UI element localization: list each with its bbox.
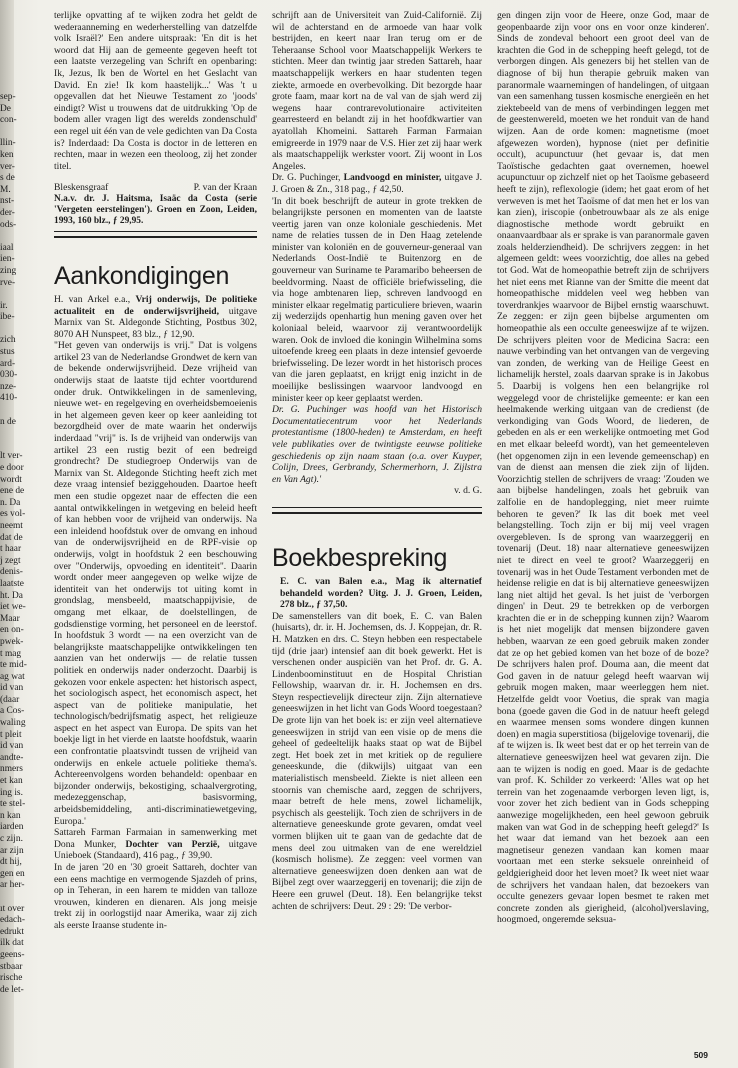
announcement-3-authors: Dr. G. Puchinger, xyxy=(272,172,344,184)
margin-fragment: iet we- xyxy=(0,602,26,613)
margin-fragment: ken xyxy=(0,149,14,160)
margin-fragment: n kan xyxy=(0,810,21,821)
announcement-1-publisher: uitgave Marnix van St. Aldegonde Stichting, Postbus 302, 8070 AH Nunspeet, 83 blz., ƒ 12,90. xyxy=(54,305,257,340)
margin-fragment: gen en xyxy=(0,868,25,879)
margin-fragment: e door xyxy=(0,463,24,473)
margin-fragment: ene de xyxy=(0,486,25,497)
margin-fragment xyxy=(0,231,40,243)
margin-fragment: ilk dat xyxy=(0,938,24,949)
margin-fragment: (daar xyxy=(0,694,20,705)
margin-fragment: andte- xyxy=(0,752,24,763)
margin-fragment xyxy=(0,440,40,452)
margin-fragment: ht. Da xyxy=(0,590,23,601)
announcement-2-publisher: uitgave Unieboek (Standaard), 416 pag., ƒ 39,90. xyxy=(54,838,257,862)
margin-fragment: ver- xyxy=(0,161,15,172)
margin-fragment xyxy=(0,127,40,139)
margin-fragment xyxy=(0,289,40,301)
margin-fragment: llin- xyxy=(0,138,16,149)
margin-fragment: 030- xyxy=(0,370,18,381)
margin-fragment: laatste xyxy=(0,578,24,589)
margin-fragment: ir. xyxy=(0,300,8,311)
margin-fragment: ar zijn xyxy=(0,845,24,856)
book-review-continuation: gen dingen zijn voor de Heere, onze God, maar de geopenbaarde zijn voor ons en voor onze kinderen'. Sinds de zondeval behoort een groot deel van de krachten die God in de schepping heeft gelegd, tot de verborgen dingen. Als genezers bij het stellen van de diagnose of bij hun therapie gebruik maken van paranormale waarnemingen of handelingen, of uitgaan van een samenhang tussen kosmische energieën en het ziektebeeld van de mens of verbindingen leggen met de geestenwereld, moeten we het ronduit van de hand wijzen. Aan de orde komen: magnetisme (moet afgewezen worden), hypnose (niet per definitie occult), acupunctuur (het gevaar is, dat men Taoïstische gedachten gaat overnemen, hoewel acupunctuur op zichzelf niet op het Taoïsme gebaseerd heeft te zijn), reflexologie (idem; het gaat erom of het verweven is met het Taoïsme of dat men het er los van kan zien), iriscopie (onbetrouwbaar als ze als enige diagnostische methode wordt gebruikt en onaanvaardbaar als er sprake is van paranormale gaven zoals helderziendheid). De schrijvers zeggen: in het algemeen geldt: wees voorzichtig, doe alles na gebed tot God. Wat de homeopathie betreft zijn de schrijvers het niet eens met Rianne van der Smitte die meent dat homeopathische middelen veel weg hebben van toverdrankjes waarvoor de Bijbel ernstig waarschuwt. Ze zeggen: er zijn geen bijbelse argumenten om homeopathie als een occulte geneeswijze af te wijzen. De schrijvers pleiten voor de Medicina Sacra: een nauwe verbinding van het ontvangen van de vergeving van zonden, de werking van de Heilige Geest en lichamelijk herstel, zoals daarvan sprake is in Jakobus 5. Daarbij is volgens hen een belangrijke rol weggelegd voor de christelijke gemeente: er kan een heelmakende werking uitgaan van de credienst (de verkondiging van Gods Woord, de liederen, de gebeden en als er een werkelijke ontmoeting met God en met elkaar beleefd wordt), van het gemeenteleven (het opgenomen zijn in een levende gemeenschap) en van de dienst aan mensen die ziek zijn of lijden. Voorzichtig stellen de schrijvers de vraag: 'Zouden we aan bijbelse handelingen, zoals het gebruik van zalfolie en de handoplegging, niet meer ruimte behoren te geven?' Ik las dit boek met veel belangstelling. Toch zijn er bij mij veel vragen overgebleven. Is de sprong van waarzeggerij en tovenarij (Deut. 18) naar alternatieve geneeswijzen niet te direct en veel te groot? Waarzeggerij en tovenarij was in het Oude Testament verbonden met de heidense religie en dat is bij alternatieve geneeswijzen lang niet altijd het geval. Is het juist de 'verborgen dingen' in Deut. 29 te betrekken op de verborgen krachten die er in de schepping kunnen zijn? Waarom is het niet mogelijk dat mensen bijzondere gaven hebben, waarvan ze een goed gebruik maken zonder dat ze op het gebied komen van het boze of de boze? De schrijvers halen prof. Douma aan, die meent dat God gaven in de natuur gelegd heeft waarvan wij gebruik mogen maken, maar weerleggen hem niet. Hetzelfde geldt voor Voetius, die sprak van magia bona (goede gaven die God in de natuur heeft gelegd en waarmee mensen soms wondere dingen kunnen doen) en magia superstitiosa (bijgelovige tovenarij, die af te wijzen is. Ik weet best dat er op het terrein van de alternatieve geneeswijzen heel wat gevaren zijn. Die aan te wijzen is nodig en goed. Maar is de gedachte van prof. K. Schilder zo verkeerd: 'Alles wat op het terrein van het zogenaamde verborgen leven ligt, is, voor zover het zich bedient van in Gods schepping aanwezige mogelijkheden, een heel gewoon gebruik maken van wat God in de schepping heeft gelegd?' Is het waar dat iemand van het bezoek aan een magnetiseur genezen vandaan kan komen maar voortaan met een sterke seksuele onreinheid of geldgierigheid door het leven moet? Ik weet niet waar de schrijvers het vandaan halen, dat bezoekers van occulte genezers gevaar lopen besmet te raken met concrete zonden als gierigheid, (alcohol)verslaving, hoogmoed, ongeremde seksua- xyxy=(497,10,709,926)
margin-fragment: ıt over xyxy=(0,903,25,914)
margin-fragment: n. Da xyxy=(0,497,21,508)
margin-fragment: t mag xyxy=(0,648,22,659)
announcement-1-title: Vrij onderwijs, De politieke actualiteit en de onderwijsvrijheid, xyxy=(54,293,257,317)
book-review-heading: E. C. van Balen e.a., Mag ik alternatief behandeld worden? Uitg. J. J. Groen, Leiden, 278 blz., ƒ 37,50. xyxy=(280,575,482,611)
announcement-3-body: 'In dit boek beschrijft de auteur in grote trekken de belangrijkste personen en momenten van de laatste veertig jaren van onze koloniale geschiedenis. Met name de relaties tussen de in Den Haag zetelende minister van koloniën en de gouverneur-generaal van Nederlands Oost-Indië te Buitenzorg en de gouverneur van Suriname te Paramaribo beheersen de beeldvorming. Naast de officiële briefwisseling, die via hoge ambtenaren liep, schreven landvoogd en minister elkaar regelmatig particuliere brieven, waarin zij wederzijds openhartig hun mening gaven over het koloniaal beleid, waarvoor zij verantwoordelijk waren. Ook de invloed die koningin Wilhelmina soms uitoefende kreeg een plaats in deze intensief gevoerde briefwisseling. De lezer wordt in het historisch proces van die jaren geplaatst, en krijgt enig inzicht in de moeilijke beslissingen waarvoor landvoogd en minister keer op keer geplaatst werden. xyxy=(272,195,482,404)
margin-fragment: pwek- xyxy=(0,636,24,647)
margin-fragment: ods- xyxy=(0,219,17,230)
margin-fragment: n de xyxy=(0,416,16,427)
margin-fragment: zing xyxy=(0,265,17,276)
margin-fragment: iarden xyxy=(0,822,24,833)
announcement-3-title: Landvoogd en minister, xyxy=(343,172,442,184)
announcement-2-body: In de jaren '20 en '30 groeit Sattareh, dochter van een eens machtige en vermogende Sjazdeh of prins, op in Teheran, in een harem te midden van talloze vrouwen, kinderen en dienaren. Als jong meisje trekt zij in oorlogstijd naar Amerika, waar zij zich als eerste Iraanse studente in- xyxy=(54,862,257,931)
divider xyxy=(272,507,482,508)
margin-fragment: ien- xyxy=(0,254,15,265)
margin-fragment: De xyxy=(0,103,11,114)
announcement-2-title: Dochter van Perzië, xyxy=(125,838,220,850)
book-review-body: De samenstellers van dit boek, E. C. van Balen (huisarts), dr. ir. H. Jochemsen, ds. J. Koppejan, dr. R. H. Matzken en drs. C. Steyn hebben een respectabele tijd (drie jaar) intensief aan dit boek gewerkt. Het is verschenen onder auspiciën van het Prof. dr. G. A. Lindenboominstituut en de Hospital Christian Fellowship, waarvan dr. ir. H. Jochemsen en drs. Steyn respectievelijk directeur zijn. Zijn alternatieve geneeswijzen in het licht van Gods Woord toegestaan? De grote lijn van het boek is: er zijn veel alternatieve geneeswijzen in strijd van een visie op de mens die geheel of gedeeltelijk haaks staat op wat de Bijbel zegt. Het boek zet in met kritiek op de reguliere geneeskunde, die (dikwijls) uitgaat van een materialistisch mensbeeld. Ziekte is niet alleen een stoornis van chemische aard, zeggen de schrijvers, maar betreft de hele mens, zowel lichamelijk, psychisch als geestelijk. Toch zien de schrijvers in de alternatieve geneeskunde grote gevaren, omdat veel vormen blijken uit te gaan van de gedachte dat de mens deel zou uitmaken van de ene wereldziel (kosmisch holisme). Ze zeggen: veel vormen van alternatieve geneeswijzen doen denken aan wat de Bijbel zegt over waarzeggerij en tovenarij; die zijn de Heere een gruwel (Deut. 18). Een belangrijke tekst achten de schrijvers: Deut. 29 : 29: 'De verbor- xyxy=(272,610,482,912)
left-margin-fragments xyxy=(0,92,40,1052)
divider-thick xyxy=(54,236,257,238)
margin-fragment: 410- xyxy=(0,393,18,404)
margin-fragment: iaal xyxy=(0,242,14,253)
margin-fragment: es vol- xyxy=(0,509,26,520)
column-2 xyxy=(272,10,482,1050)
announcement-1-body: "Het geven van onderwijs is vrij." Dat is volgens artikel 23 van de Nederlandse Grondwet de kern van de bekende onderwijsvrijheid. Deze vrijheid van onderwijs staat de laatste tijd echter voortdurend onder druk. Ontwikkelingen in de samenleving, nieuwe wet- en regelgeving en overheidsbemoeienis in het algemeen geven keer op keer aanleiding tot bezorgdheid over de mate waarin het onderwijs inderdaad "vrij" is. Is de vrijheid van onderwijs van artikel 23 een rustig bezit of een bedreigd grondrecht? De studiegroep Onderwijs van de Marnix van St. Aldegonde Stichting heeft zich met deze vraag intensief beziggehouden. Daartoe heeft men een studie opgezet naar de effecten die een aantal ontwikkelingen in wetgeving en beleid heeft of kan hebben voor de vrijheid van onderwijs. Na een inleidend hoofdstuk over de omvang en inhoud van de onderwijsvrijheid en de RPF-visie op onderwijs, volgt in hoofdstuk 2 een beschouwing over "Onderwijs, opvoeding en identiteit". Daarin wordt onder meer aangegeven op welke wijze de identiteit van het onderwijs tot uiting komt in grondslag, mensbeeld, maatschappijvisie, de omgang met elkaar, de doelstellingen, de godsdienstige vorming, het personeel en de leerstof. In hoofdstuk 3 wordt — na een overzicht van de belangrijkste maatschappelijke ontwikkelingen ten aanzien van het onderwijs — de relatie tussen politiek en onderwijs nader onderzocht. Daarbij is gekozen voor enkele aspecten: het historisch aspect, het sociologisch aspect, het economisch aspect, het aspect van de politieke manipulatie, het technologisch/bedrijfsmatig aspect, het religieuze aspect en het aspect van Europa. De spits van het boekje ligt in het vierde en laatste hoofdstuk, waarin een confrontatie plaatsvindt tussen de vrijheid van onderwijs en enkele actuele politieke thema's. Achtereenvolgens worden behandeld: openbaar en bijzonder onderwijs, bekostiging, schaalvergroting, medezeggenschap, basisvorming, arbeidsbemiddeling, anti-discriminatiewetgeving, Europa.' xyxy=(54,340,257,827)
margin-fragment: der- xyxy=(0,207,15,218)
margin-fragment: te mid- xyxy=(0,660,27,671)
announcement-3-author-note: Dr. G. Puchinger was hoofd van het Historisch Documentatiecentrum voor het Nederlands protestantisme (1800-heden) te Amsterdam, en heeft vele publikaties over de twintigste eeuwse politieke geschiedenis op zijn naam staan (o.a. over Kuyper, Colijn, Drees, Gerbrandy, Schermerhorn, J. Zijlstra en Van Agt).' xyxy=(272,404,482,485)
margin-fragment: s de xyxy=(0,173,15,184)
divider xyxy=(54,231,257,232)
review-signature xyxy=(54,182,257,194)
margin-fragment xyxy=(0,892,40,904)
margin-fragment xyxy=(0,428,40,440)
margin-fragment: ag wat xyxy=(0,671,25,682)
announcement-signature: v. d. G. xyxy=(454,485,482,497)
margin-fragment: dat de xyxy=(0,532,23,543)
margin-fragment: nst- xyxy=(0,196,15,207)
announcement-3-citation xyxy=(272,172,482,195)
margin-fragment: et kan xyxy=(0,776,23,787)
announcement-2-continuation: schrijft aan de Universiteit van Zuid-Californië. Zij wil de achterstand en de armoede van haar volk bestrijden, en keert naar Iran terug om er de Teheraanse School voor Maatschappelijk Werkers te stichten. Meer dan twintig jaar streden Sattareh, haar maatschappelijk werkers en haar studenten tegen ziekte, armoede en overbevolking. Dit bezorgde haar grote faam, maar kort na de val van de sjah werd zij wegens haar contrarevolutionaire activiteiten gearresteerd en belandt zij in het hoofdkwartier van ayatollah Khomeini. Sattareh Farman Farmaian emigreerde in 1979 naar de V.S. Hier zet zij haar werk als maatschappelijk werkster voort. Zij woont in Los Angeles. xyxy=(272,10,482,172)
margin-fragment: a Cos- xyxy=(0,706,25,717)
margin-fragment: de let- xyxy=(0,984,24,995)
margin-fragment: edach- xyxy=(0,915,25,926)
margin-fragment: nmers xyxy=(0,764,23,775)
margin-fragment: te stel- xyxy=(0,799,26,810)
margin-fragment: ing is. xyxy=(0,787,23,798)
column-3 xyxy=(497,10,709,1050)
review-continuation-text: terlijke opvatting af te wijken zodra het geldt de wederaanneming en wederherstelling van datzelfde volk Israël?' Een andere uitspraak: 'En dit is het woord dat Hij aan de gemeente gegeven heeft tot een laatste verzegeling van Schrift en openbaring: Ik, Jezus, Ik ben de Wortel en het Geslacht van David. En zie! Ik kom haastelijk...' Was 't u opgevallen dat het Nieuwe Testament zo 'joods' eindigt? Wist u trouwens dat de uitdrukking 'Op de bodem aller vragen ligt des werelds zondenschuld' een regel uit één van de vele gedichten van Da Costa is? Inderdaad: Da Costa is doctor in de letteren en rechten, maar in wezen een theoloog, zij het zonder titel. xyxy=(54,10,257,172)
margin-fragment: waling xyxy=(0,718,26,729)
margin-fragment: Maar xyxy=(0,613,20,624)
margin-fragment: c zijn. xyxy=(0,834,23,844)
margin-fragment: t haar xyxy=(0,544,22,555)
column-1 xyxy=(54,10,257,1050)
announcement-2-citation xyxy=(54,827,257,862)
margin-fragment: con- xyxy=(0,115,17,126)
margin-fragment: ibe- xyxy=(0,312,15,323)
margin-fragment: id van xyxy=(0,683,24,694)
margin-fragment: wordt xyxy=(0,474,22,485)
margin-fragment: denis- xyxy=(0,567,23,578)
section-title-aankondigingen: Aankondigingen xyxy=(54,261,230,290)
margin-fragment: nze- xyxy=(0,381,17,392)
margin-fragment: rve- xyxy=(0,277,16,288)
announcement-1-authors: H. van Arkel e.a., xyxy=(54,293,136,305)
margin-fragment: geens- xyxy=(0,949,25,960)
review-reference: N.a.v. dr. J. Haitsma, Isaäc da Costa (serie 'Vergeten eerstelingen'). Groen en Zoon, Leiden, 1993, 160 blz., ƒ 29,95. xyxy=(54,193,257,226)
page-number: 509 xyxy=(693,1050,708,1060)
divider-thick xyxy=(272,512,482,514)
margin-fragment: id van xyxy=(0,741,24,752)
margin-fragment: stbaar xyxy=(0,961,23,972)
margin-fragment xyxy=(0,405,40,417)
margin-fragment: edrukt xyxy=(0,926,24,937)
margin-fragment: M. xyxy=(0,184,11,195)
margin-fragment: neemt xyxy=(0,520,23,531)
margin-fragment: ard- xyxy=(0,358,16,369)
announcement-1-citation xyxy=(54,294,257,340)
margin-fragment: t pleit xyxy=(0,729,22,740)
margin-fragment: sep- xyxy=(0,92,16,102)
margin-fragment xyxy=(0,324,40,336)
margin-fragment: stus xyxy=(0,347,15,358)
margin-fragment: dt hij, xyxy=(0,857,22,868)
margin-fragment: lt ver- xyxy=(0,451,23,462)
margin-fragment: ar her- xyxy=(0,880,25,891)
margin-fragment: j zegt xyxy=(0,555,21,566)
announcement-2-authors: Sattareh Farman Farmaian in samenwerking met Dona Munker, xyxy=(54,827,257,850)
section-title-boekbespreking: Boekbespreking xyxy=(272,543,448,572)
signature-name: P. van der Kraan xyxy=(193,182,257,194)
signature-place: Bleskensgraaf xyxy=(54,182,109,194)
margin-fragment: zich xyxy=(0,335,16,346)
margin-fragment: rische xyxy=(0,973,23,984)
margin-fragment: en on- xyxy=(0,625,24,636)
announcement-3-publisher: uitgave J. J. Groen & Zn., 318 pag., ƒ 42,50. xyxy=(272,172,482,195)
